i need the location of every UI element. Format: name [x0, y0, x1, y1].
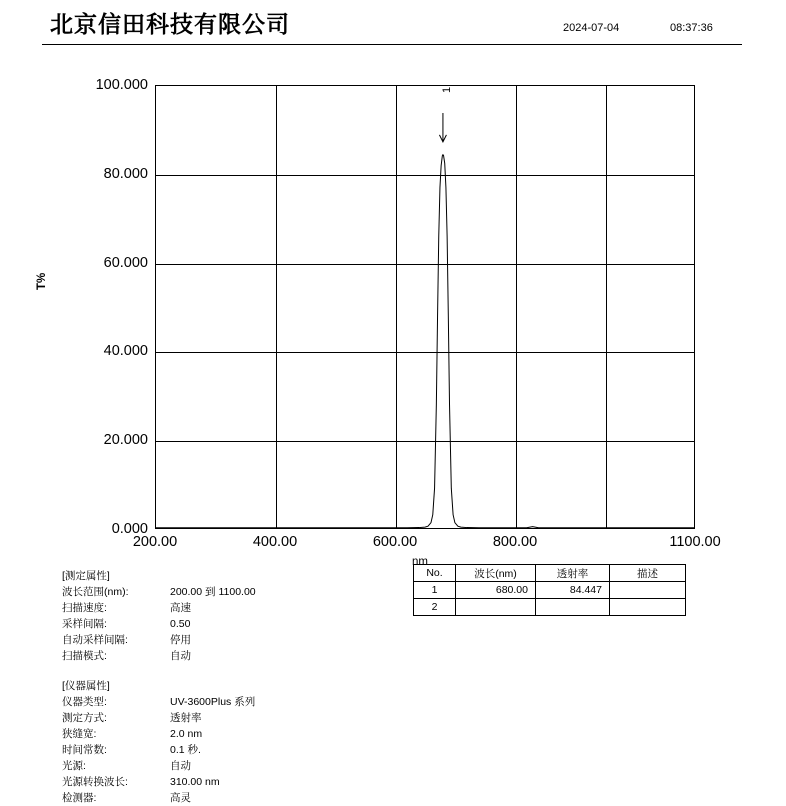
x-tick-label: 800.00 — [492, 534, 538, 550]
measure-prop-row — [62, 648, 191, 664]
y-tick-label: 20.000 — [103, 432, 148, 449]
y-tick-label: 40.000 — [103, 343, 148, 360]
peak-cell-description — [610, 599, 686, 616]
y-tick-label: 100.000 — [95, 77, 148, 93]
y-tick-label: 0.000 — [111, 521, 148, 537]
series-line — [156, 155, 694, 528]
x-axis-title: nm — [412, 556, 428, 568]
peak-table-container — [413, 564, 686, 616]
x-gridline — [516, 86, 517, 528]
y-axis-tick-labels — [60, 77, 148, 537]
company-title: 北京信田科技有限公司 — [50, 11, 290, 37]
instrument-prop-row — [62, 742, 201, 758]
x-tick-label: 600.00 — [372, 534, 418, 550]
peak-cell-wavelength: 680.00 — [456, 582, 536, 599]
instrument-prop-key: 狭缝宽: — [62, 728, 97, 740]
instrument-prop-row — [62, 710, 202, 726]
spectrum-plot — [155, 85, 695, 529]
peak-col-description: 描述 — [610, 565, 686, 582]
x-gridline — [396, 86, 397, 528]
peak-table-header-row — [414, 565, 686, 582]
x-gridline — [606, 86, 607, 528]
measure-prop-key: 扫描模式: — [62, 650, 107, 662]
report-date: 2024-07-04 — [563, 22, 620, 34]
instrument-prop-key: 光源转换波长: — [62, 776, 128, 788]
header-divider — [42, 44, 742, 45]
peak-table — [413, 564, 686, 616]
instrument-prop-key: 测定方式: — [62, 712, 107, 724]
peak-cell-no: 2 — [414, 599, 456, 616]
instrument-prop-row — [62, 758, 191, 774]
measure-prop-row — [62, 584, 256, 600]
peak-col-wavelength: 波长(nm) — [456, 565, 536, 582]
instrument-prop-key: 检测器: — [62, 792, 97, 804]
x-gridline — [276, 86, 277, 528]
measure-prop-value: 自动 — [170, 650, 191, 662]
y-tick-label: 80.000 — [103, 165, 148, 182]
instrument-prop-row — [62, 790, 191, 806]
x-axis-tick-labels — [132, 534, 721, 558]
measure-prop-key: 采样间隔: — [62, 618, 107, 630]
y-gridline — [156, 264, 694, 265]
instrument-props-heading: [仪器属性] — [62, 680, 110, 692]
measure-prop-row — [62, 632, 191, 648]
peak-cell-transmittance: 84.447 — [536, 582, 610, 599]
instrument-prop-value: 310.00 nm — [170, 776, 220, 788]
report-time: 08:37:36 — [670, 22, 713, 34]
instrument-prop-value: 透射率 — [170, 712, 202, 724]
transmittance-curve — [156, 86, 694, 528]
y-axis-title: T% — [36, 272, 48, 290]
instrument-prop-row — [62, 726, 203, 742]
measure-prop-row — [62, 600, 191, 616]
measure-prop-value: 停用 — [170, 634, 191, 646]
measure-prop-value: 高速 — [170, 602, 191, 614]
instrument-prop-value: UV-3600Plus 系列 — [170, 696, 256, 708]
measure-prop-key: 波长范围(nm): — [62, 586, 129, 598]
y-gridline — [156, 175, 694, 176]
instrument-prop-key: 光源: — [62, 760, 86, 772]
instrument-prop-key: 仪器类型: — [62, 696, 107, 708]
peak-annotation-label: 1 — [441, 86, 453, 94]
table-row[interactable] — [414, 599, 686, 616]
x-tick-label: 400.00 — [252, 534, 298, 550]
measure-prop-key: 自动采样间隔: — [62, 634, 128, 646]
peak-cell-description — [610, 582, 686, 599]
y-tick-label: 60.000 — [103, 254, 148, 271]
y-gridline — [156, 441, 694, 442]
instrument-prop-row — [62, 774, 220, 790]
measure-prop-row — [62, 616, 191, 632]
instrument-prop-value: 0.1 秒. — [170, 744, 201, 756]
instrument-prop-value: 自动 — [170, 760, 191, 772]
x-tick-label: 200.00 — [132, 534, 178, 550]
table-row[interactable] — [414, 582, 686, 599]
properties-panel — [62, 568, 256, 806]
measure-prop-value: 0.50 — [170, 618, 191, 630]
measure-props-heading: [测定属性] — [62, 570, 110, 582]
peak-col-no: No. — [414, 565, 456, 582]
instrument-prop-value: 高灵 — [170, 792, 191, 804]
measure-prop-value: 200.00 到 1100.00 — [170, 586, 256, 598]
peak-annotation-arrow — [439, 113, 446, 142]
x-tick-label: 1100.00 — [669, 534, 721, 550]
instrument-prop-key: 时间常数: — [62, 744, 107, 756]
peak-col-transmittance: 透射率 — [536, 565, 610, 582]
measure-prop-key: 扫描速度: — [62, 602, 107, 614]
peak-cell-transmittance — [536, 599, 610, 616]
y-gridline — [156, 352, 694, 353]
peak-cell-no: 1 — [414, 582, 456, 599]
instrument-prop-value: 2.0 nm — [170, 728, 203, 740]
peak-cell-wavelength — [456, 599, 536, 616]
instrument-prop-row — [62, 694, 256, 710]
page-header — [0, 0, 786, 48]
props-spacer — [62, 664, 110, 678]
